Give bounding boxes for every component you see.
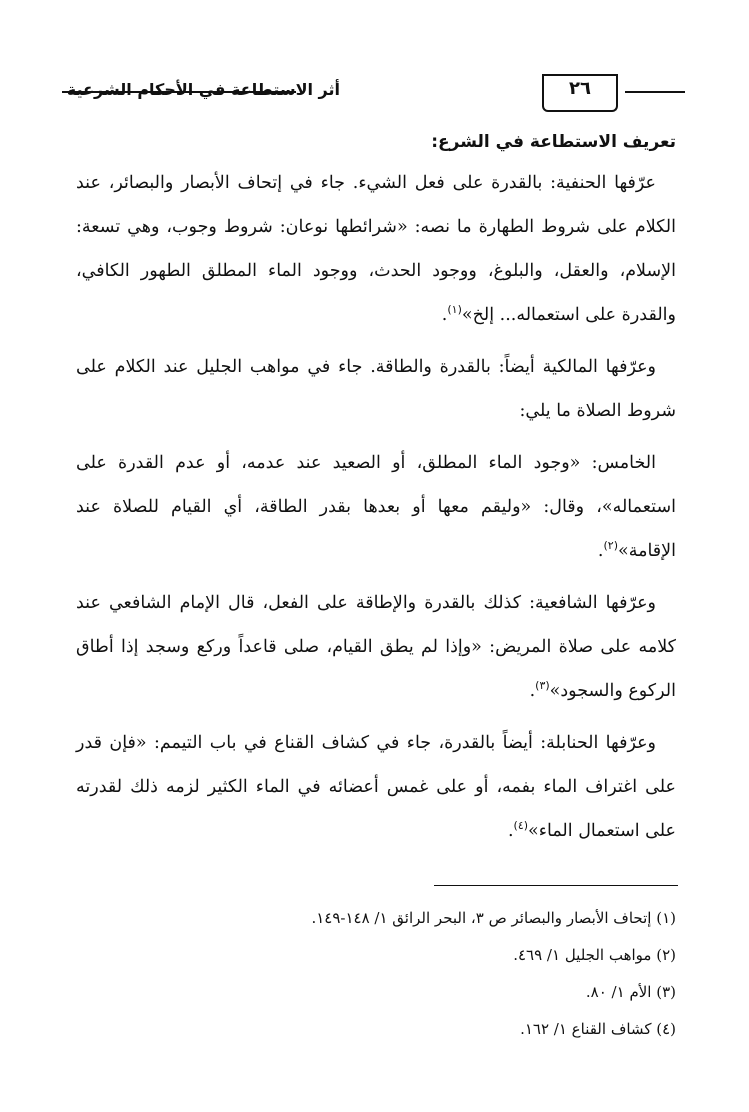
paragraph-shafii: [76, 581, 676, 713]
end-mark: .: [507, 821, 514, 841]
footnote-2: (٢) مواهب الجليل ١/ ٤٦٩.: [513, 946, 676, 964]
footnote-separator: [434, 885, 678, 886]
footnote-4: (٤) كشاف القناع ١/ ١٦٢.: [520, 1020, 676, 1038]
paragraph-maliki: [76, 345, 676, 433]
running-header-title: أثر الاستطاعة في الأحكام الشرعية: [66, 80, 340, 99]
paragraph-text: الخامس: «وجود الماء المطلق، أو الصعيد عند عدمه، أو عدم القدرة على استعماله»، وقال: «وليقم معها أو بعدها بقدر الطاقة، أي القيام للصلاة عند الإقامة»: [76, 453, 676, 561]
footnote-ref: (١): [447, 303, 462, 317]
end-mark: .: [441, 305, 448, 325]
running-header: [62, 74, 685, 120]
section-heading: تعريف الاستطاعة في الشرع:: [431, 132, 676, 152]
footnote-3: (٣) الأم ١/ ٨٠.: [585, 983, 676, 1001]
footnotes: [76, 900, 676, 1048]
paragraph-text: وعرّفها المالكية أيضاً: بالقدرة والطاقة. جاء في مواهب الجليل عند الكلام على شروط الصلاة ما يلي:: [76, 357, 676, 421]
paragraph-hanbali: [76, 721, 676, 853]
end-mark: .: [597, 541, 604, 561]
page-number: ٢٦: [542, 74, 618, 112]
footnote-ref: (٣): [535, 679, 550, 693]
paragraph-text: وعرّفها الشافعية: كذلك بالقدرة والإطاقة على الفعل، قال الإمام الشافعي عند كلامه على صلاة المريض: «وإذا لم يطق القيام، صلى قاعداً وركع وسجد إذا أطاق الركوع والسجود»: [76, 593, 676, 701]
footnote-1: (١) إتحاف الأبصار والبصائر ص ٣، البحر الرائق ١/ ١٤٨-١٤٩.: [311, 909, 676, 927]
end-mark: .: [529, 681, 536, 701]
footnote-ref: (٤): [513, 819, 529, 833]
paragraph-text: عرّفها الحنفية: بالقدرة على فعل الشيء. جاء في إتحاف الأبصار والبصائر، عند الكلام على شروط الطهارة ما نصه: «شرائطها نوعان: شروط وجوب، وهي تسعة: الإسلام، والعقل، والبلوغ، ووجود الحدث، ووجود الماء المطلق الطهور الكافي، والقدرة على استعماله... إلخ»: [76, 173, 676, 325]
footnote-ref: (٢): [603, 539, 618, 553]
paragraph-maliki-quote: [76, 441, 676, 573]
header-rule-right: [625, 91, 685, 93]
main-text: [76, 127, 676, 861]
paragraph-text: وعرّفها الحنابلة: أيضاً بالقدرة، جاء في كشاف القناع في باب التيمم: «فإن قدر على اغتراف الماء بفمه، أو على غمس أعضائه في الماء الكثير لزمه ذلك لقدرته على استعمال الماء»: [76, 733, 677, 841]
paragraph-hanafi: [76, 161, 676, 337]
